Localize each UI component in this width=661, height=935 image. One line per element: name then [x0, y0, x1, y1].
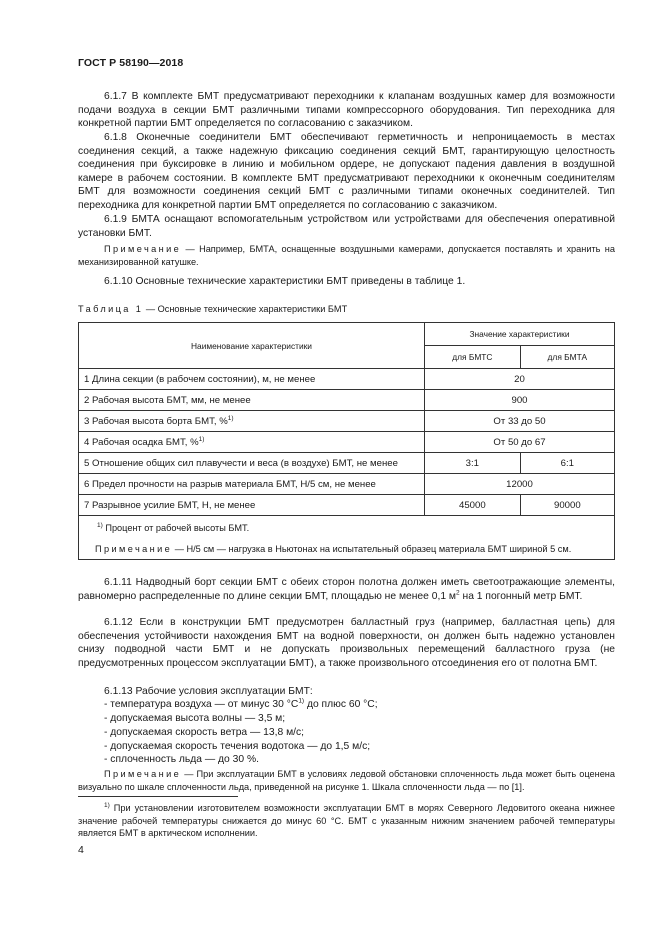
row-name-text: 4 Рабочая осадка БМТ, % — [84, 436, 199, 448]
note-1-text: — Например, БМТА, оснащенные воздушными камерами, допускается поставлять и хранить на механизированной катушке. — [78, 244, 615, 267]
row-value-bmtc: 3:1 — [425, 453, 521, 474]
paragraph-6-1-11 — [78, 576, 615, 603]
row-value: От 33 до 50 — [425, 411, 615, 432]
table-row — [79, 411, 615, 432]
note-1 — [78, 243, 615, 268]
list-item: - допускаемая скорость течения водотока — до 1,5 м/с; — [104, 741, 371, 752]
row-value: 20 — [425, 369, 615, 390]
table-footnotes — [79, 516, 615, 560]
row-value-bmta: 90000 — [520, 495, 614, 516]
table-footnote-row — [79, 516, 615, 560]
row-name-text: 3 Рабочая высота борта БМТ, % — [84, 415, 228, 427]
row-name: 1 Длина секции (в рабочем состоянии), м, не менее — [79, 369, 425, 390]
row-name: 7 Разрывное усилие БМТ, Н, не менее — [79, 495, 425, 516]
row-value: От 50 до 67 — [425, 432, 615, 453]
table-row — [79, 495, 615, 516]
table-caption — [78, 304, 347, 314]
table-header-value: Значение характеристики — [425, 323, 615, 346]
list-item: - сплоченность льда — до 30 %. — [104, 754, 259, 765]
row-value: 12000 — [425, 474, 615, 495]
table-note — [95, 543, 609, 556]
page-header-title: ГОСТ Р 58190—2018 — [78, 57, 184, 69]
paragraph-6-1-10: 6.1.10 Основные технические характеристики БМТ приведены в таблице 1. — [104, 276, 466, 287]
footnote-ref: 1) — [97, 521, 103, 529]
table-row — [79, 453, 615, 474]
table-header-bmta: для БМТА — [520, 346, 614, 369]
table-header-name: Наименование характеристики — [79, 323, 425, 369]
specs-table — [78, 322, 615, 560]
table-caption-label: Таблица 1 — [78, 304, 144, 314]
list-item: - допускаемая высота волны — 3,5 м; — [104, 713, 286, 724]
paragraph-6-1-13: 6.1.13 Рабочие условия эксплуатации БМТ: — [104, 686, 313, 697]
table-row — [79, 390, 615, 411]
table-row — [79, 474, 615, 495]
paragraph-6-1-7: 6.1.7 В комплекте БМТ предусматривают переходники к клапанам воздушных камер для возможности подачи воздуха в секции БМТ различными типами компрессорного оборудования. Тип переходника для конкретной партии БМТ определяется по согласованию с заказчиком. — [78, 91, 615, 130]
row-name: 2 Рабочая высота БМТ, мм, не менее — [79, 390, 425, 411]
paragraph-6-1-12: 6.1.12 Если в конструкции БМТ предусмотрен балластный груз (например, балластная цепь) для обеспечения устойчивости нахождения БМТ на водной поверхности, он должен быть надежно установлен снизу подводной части БМТ и не допускать произвольных перемещений балластного груза (не предусмотренных процессом эксплуатации БМТ), а также произвольного отсоединения его от полотна БМТ. — [78, 617, 615, 669]
p6111-sup: 2 — [456, 589, 460, 597]
paragraph-6-1-8: 6.1.8 Оконечные соединители БМТ обеспечивают герметичность и непроницаемость в местах соединения секций, а также надежную фиксацию соединения секций БМТ, гарантирующую целостность соединения при буксировке в линию и мобильном ордере, не допускают падения давления в воздушной камере в рабочем состоянии. В комплекте БМТ предусматривают переходники к оконечным соединителям БМТ для возможности соединения секций БМТ с различными типами оконечных соединителей. Тип переходника для конкретной партии БМТ определяется по согласованию с заказчиком. — [78, 132, 615, 211]
paragraph-6-1-9: 6.1.9 БМТА оснащают вспомогательным устройством или устройствами для обеспечения оперативной установки БМТ. — [78, 214, 615, 239]
page-footnote — [78, 802, 615, 840]
row-name — [79, 432, 425, 453]
list-item — [104, 698, 378, 712]
row-name — [79, 411, 425, 432]
note-2-label: Примечание — [104, 769, 182, 779]
p6111-part-a: 6.1.11 Надводный борт секции БМТ с обеих сторон полотна должен иметь светоотражающие элементы, равномерно распределенные по длине секции БМТ, площадью не менее 0,1 м — [78, 577, 615, 602]
note-2-text: — При эксплуатации БМТ в условиях ледовой обстановки сплоченность льда может быть оценена визуально по шкале сплоченности льда, приведенной на рисунке 1. Шкала сплоченности льда — по [1]. — [78, 769, 615, 792]
p6111-part-b: на 1 погонный метр БМТ. — [459, 590, 583, 602]
footnote-ref: 1) — [104, 801, 110, 809]
note-1-label: Примечание — [104, 244, 182, 254]
table-row — [79, 369, 615, 390]
footnote-ref: 1) — [227, 414, 234, 422]
table-caption-text: — Основные технические характеристики БМТ — [143, 304, 348, 314]
row-value-bmta: 6:1 — [520, 453, 614, 474]
list-item-text: до плюс 60 °С; — [304, 699, 378, 710]
table-footnote-text: Процент от рабочей высоты БМТ. — [105, 523, 250, 533]
footnote-ref: 1) — [298, 697, 305, 705]
footnote-ref: 1) — [198, 435, 205, 443]
list-item-text: - температура воздуха — от минус 30 °С — [104, 699, 299, 710]
table-note-text: — Н/5 см — нагрузка в Ньютонах на испытательный образец материала БМТ шириной 5 см. — [172, 543, 572, 554]
table-footnote — [97, 522, 609, 535]
row-value-bmtc: 45000 — [425, 495, 521, 516]
page-footnote-text: При установлении изготовителем возможности эксплуатации БМТ в морях Северного Ледовитого океана нижнее значение рабочей температуры снижается до минус 60 °С. БМТ с указанным нижним значением рабочей температуры является БМТ в арктическом исполнении. — [78, 803, 615, 839]
table-header-bmtc: для БМТС — [425, 346, 521, 369]
row-value: 900 — [425, 390, 615, 411]
row-name: 6 Предел прочности на разрыв материала БМТ, Н/5 см, не менее — [79, 474, 425, 495]
footnote-divider — [78, 796, 238, 797]
note-2 — [78, 768, 615, 793]
list-item: - допускаемая скорость ветра — 13,8 м/с; — [104, 727, 305, 738]
row-name: 5 Отношение общих сил плавучести и веса (в воздухе) БМТ, не менее — [79, 453, 425, 474]
page-number: 4 — [78, 844, 84, 856]
table-row — [79, 432, 615, 453]
table-note-label: Примечание — [95, 543, 173, 554]
